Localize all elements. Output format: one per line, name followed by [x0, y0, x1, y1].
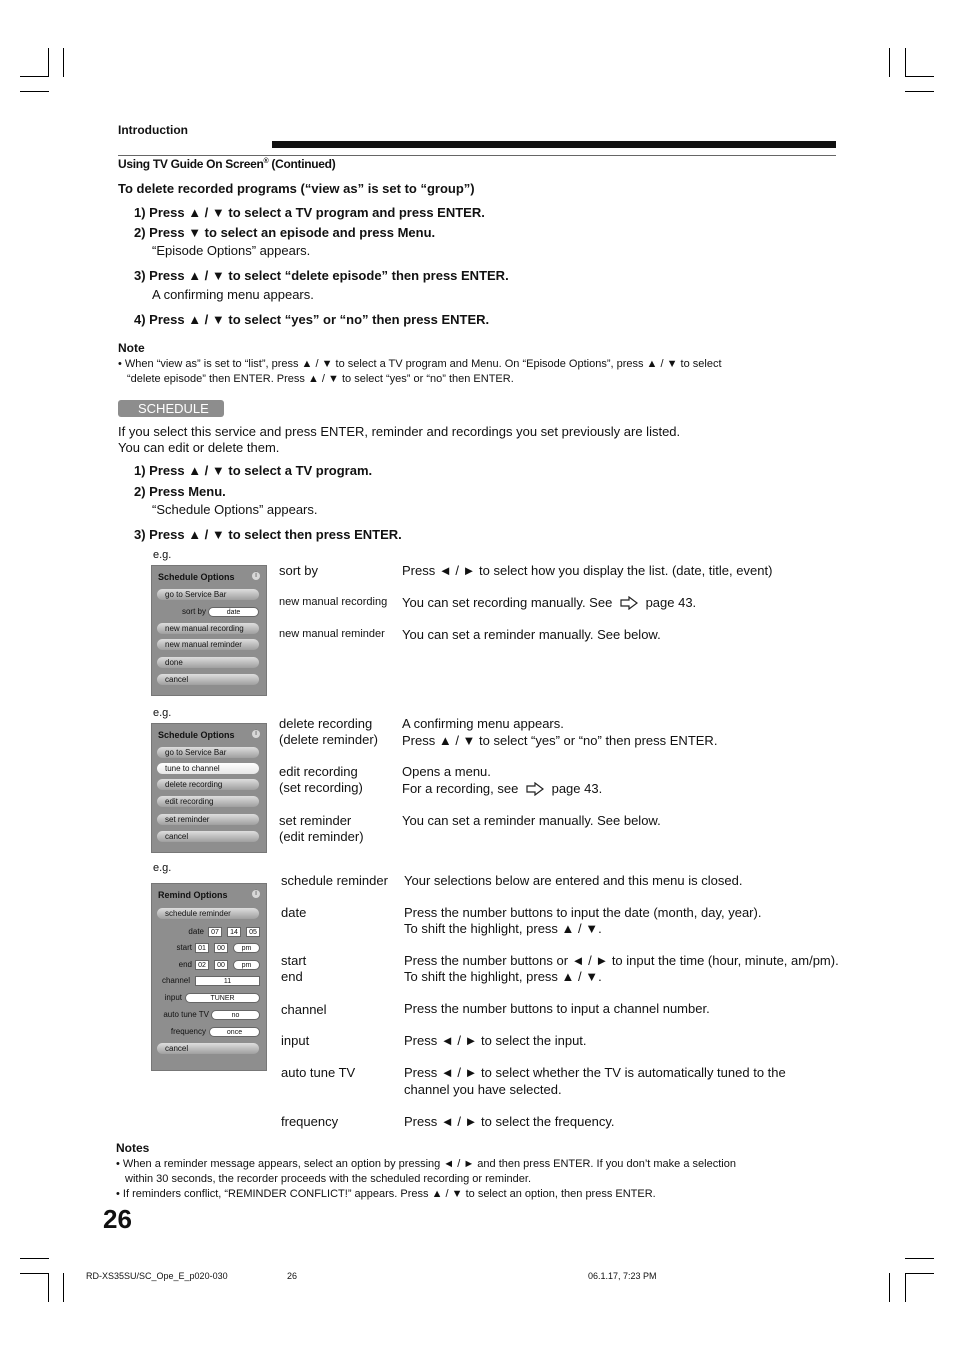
sort-by-field[interactable]: date: [208, 607, 259, 617]
crop-mark: [905, 91, 934, 92]
crop-mark: [905, 76, 934, 77]
eg-label-1: e.g.: [153, 549, 172, 561]
schedule-badge: SCHEDULE: [118, 400, 224, 417]
crop-mark: [905, 1273, 906, 1302]
notes-line-2: • If reminders conflict, “REMINDER CONFLICT!” appears. Press ▲ / ▼ to select an option, then press ENTER.: [116, 1188, 656, 1200]
date-day-field[interactable]: 14: [227, 927, 241, 937]
term-schedule-reminder: schedule reminder: [281, 873, 388, 888]
term-sort-by: sort by: [279, 563, 319, 578]
term-channel: channel: [281, 1002, 327, 1017]
notes-line-1b: within 30 seconds, the recorder proceeds with the scheduled recording or reminder.: [125, 1173, 532, 1185]
crop-mark: [905, 48, 906, 77]
menu-item-cancel[interactable]: cancel: [157, 1043, 259, 1054]
desc-input: Press ◄ / ► to select the input.: [404, 1033, 587, 1048]
desc-text: You can set recording manually. See: [402, 595, 613, 610]
menu-item-new-manual-reminder[interactable]: new manual reminder: [157, 639, 259, 650]
desc-set-reminder: You can set a reminder manually. See below.: [402, 813, 661, 828]
auto-tune-field[interactable]: no: [211, 1010, 260, 1020]
info-icon: i: [252, 890, 260, 898]
crop-mark: [20, 1258, 49, 1259]
term-frequency: frequency: [281, 1114, 339, 1129]
desc-date-2: To shift the highlight, press ▲ / ▼.: [404, 921, 602, 936]
delete-step-4: 4) Press ▲ / ▼ to select “yes” or “no” then press ENTER.: [134, 312, 490, 327]
schedule-intro-2: You can edit or delete them.: [118, 440, 280, 455]
schedule-options-screen-2: [151, 723, 267, 853]
page-number: 26: [103, 1204, 132, 1234]
crop-mark: [905, 1258, 934, 1259]
start-ampm-field[interactable]: pm: [233, 943, 260, 953]
menu-item-set-reminder[interactable]: set reminder: [157, 814, 259, 825]
schedule-step-1: 1) Press ▲ / ▼ to select a TV program.: [134, 463, 373, 478]
start-minute-field[interactable]: 00: [214, 943, 228, 953]
screen-title: Schedule Options: [158, 730, 235, 740]
term-edit-reminder: (edit reminder): [279, 829, 364, 844]
remind-options-screen: [151, 883, 267, 1071]
menu-item-go-to-service-bar[interactable]: go to Service Bar: [157, 747, 259, 758]
end-hour-field[interactable]: 02: [195, 960, 209, 970]
menu-item-schedule-reminder[interactable]: schedule reminder: [157, 908, 259, 919]
desc-frequency: Press ◄ / ► to select the frequency.: [404, 1114, 615, 1129]
note-line-1: • When “view as” is set to “list”, press ▲ / ▼ to select a TV program and Menu. On “Episode Options”, press ▲ / ▼ to select: [118, 358, 722, 370]
desc-text: For a recording, see: [402, 781, 519, 796]
input-field[interactable]: TUNER: [185, 993, 260, 1003]
page-ref: page 43.: [551, 781, 603, 796]
page-ref: page 43.: [645, 595, 697, 610]
desc-edit-1: Opens a menu.: [402, 764, 491, 779]
date-year-field[interactable]: 05: [246, 927, 260, 937]
header-rule: [272, 141, 836, 148]
footer-file: RD-XS35SU/SC_Ope_E_p020-030: [86, 1271, 228, 1281]
page-ref-arrow-icon: [526, 782, 544, 799]
crop-mark: [905, 1273, 934, 1274]
menu-item-edit-recording[interactable]: edit recording: [157, 796, 259, 807]
start-label: start: [176, 943, 192, 952]
end-ampm-field[interactable]: pm: [233, 960, 260, 970]
desc-delete-2: Press ▲ / ▼ to select “yes” or “no” then press ENTER.: [402, 733, 718, 748]
desc-delete-1: A confirming menu appears.: [402, 716, 564, 731]
eg-label-2: e.g.: [153, 707, 172, 719]
eg-label-3: e.g.: [153, 862, 172, 874]
desc-date-1: Press the number buttons to input the date (month, day, year).: [404, 905, 762, 920]
schedule-step-2: 2) Press Menu.: [134, 484, 226, 499]
delete-heading: To delete recorded programs (“view as” is set to “group”): [118, 181, 475, 196]
section-title: Introduction: [118, 123, 188, 137]
screen-title: Schedule Options: [158, 572, 235, 582]
desc-time-2: To shift the highlight, press ▲ / ▼.: [404, 969, 602, 984]
desc-auto-tune-2: channel you have selected.: [404, 1082, 562, 1097]
footer-page: 26: [287, 1271, 298, 1281]
info-icon: i: [252, 730, 260, 738]
subsection-continued: (Continued): [268, 157, 336, 171]
input-label: input: [164, 993, 182, 1002]
crop-mark: [20, 91, 49, 92]
notes-title: Notes: [116, 1141, 150, 1155]
frequency-field[interactable]: once: [209, 1027, 260, 1037]
term-new-manual-reminder: new manual reminder: [279, 628, 385, 640]
date-label: date: [188, 927, 204, 936]
term-end: end: [281, 969, 303, 984]
delete-step-3: 3) Press ▲ / ▼ to select “delete episode” then press ENTER.: [134, 268, 509, 283]
delete-step-2-sub: “Episode Options” appears.: [152, 243, 311, 258]
menu-item-delete-recording[interactable]: delete recording: [157, 779, 259, 790]
desc-auto-tune-1: Press ◄ / ► to select whether the TV is automatically tuned to the: [404, 1065, 786, 1080]
crop-mark: [48, 1273, 49, 1302]
subsection-text: Using TV Guide On Screen: [118, 157, 264, 171]
menu-item-cancel[interactable]: cancel: [157, 674, 259, 685]
term-delete-recording: delete recording: [279, 716, 373, 731]
menu-item-go-to-service-bar[interactable]: go to Service Bar: [157, 589, 259, 600]
term-delete-reminder: (delete reminder): [279, 732, 378, 747]
crop-mark: [889, 48, 890, 77]
subsection-title: [118, 157, 335, 171]
term-start: start: [281, 953, 307, 968]
menu-item-new-manual-recording[interactable]: new manual recording: [157, 623, 259, 634]
screen-title: Remind Options: [158, 890, 228, 900]
page-ref-arrow-icon: [620, 596, 638, 613]
desc-new-manual-recording: [402, 595, 696, 613]
term-set-reminder: set reminder: [279, 813, 352, 828]
menu-item-done[interactable]: done: [157, 657, 259, 668]
crop-mark: [20, 76, 49, 77]
date-month-field[interactable]: 07: [208, 927, 222, 937]
frequency-label: frequency: [170, 1027, 206, 1036]
registered-mark: ®: [263, 158, 269, 165]
note-title: Note: [118, 341, 145, 355]
term-date: date: [281, 905, 307, 920]
term-set-recording: (set recording): [279, 780, 363, 795]
channel-field[interactable]: 11: [195, 976, 260, 986]
crop-mark: [20, 1273, 49, 1274]
menu-item-tune-to-channel[interactable]: tune to channel: [157, 763, 259, 774]
crop-mark: [889, 1273, 890, 1302]
term-new-manual-recording: new manual recording: [279, 596, 388, 608]
desc-edit-2: [402, 781, 602, 799]
footer-timestamp: 06.1.17, 7:23 PM: [588, 1271, 657, 1281]
info-icon: i: [252, 572, 260, 580]
schedule-step-2-sub: “Schedule Options” appears.: [152, 502, 318, 517]
end-minute-field[interactable]: 00: [214, 960, 228, 970]
schedule-intro-1: If you select this service and press ENTER, reminder and recordings you set previously are listed.: [118, 424, 681, 439]
crop-mark: [63, 48, 64, 77]
crop-mark: [63, 1273, 64, 1302]
schedule-step-3: 3) Press ▲ / ▼ to select then press ENTER.: [134, 527, 402, 542]
delete-step-1: 1) Press ▲ / ▼ to select a TV program and press ENTER.: [134, 205, 485, 220]
sort-by-label: sort by: [181, 607, 206, 616]
subsection-rule: [118, 155, 836, 156]
term-auto-tune: auto tune TV: [281, 1065, 356, 1080]
note-line-2: “delete episode” then ENTER. Press ▲ / ▼ to select “yes” or “no” then ENTER.: [127, 373, 514, 385]
term-input: input: [281, 1033, 310, 1048]
desc-new-manual-reminder: You can set a reminder manually. See below.: [402, 627, 661, 642]
start-hour-field[interactable]: 01: [195, 943, 209, 953]
notes-line-1a: • When a reminder message appears, select an option by pressing ◄ / ► and then press ENTER. If you don’t make a selection: [116, 1158, 736, 1170]
desc-channel: Press the number buttons to input a channel number.: [404, 1001, 710, 1016]
channel-label: channel: [161, 976, 190, 985]
desc-schedule-reminder: Your selections below are entered and this menu is closed.: [404, 873, 743, 888]
menu-item-cancel[interactable]: cancel: [157, 831, 259, 842]
delete-step-2: 2) Press ▼ to select an episode and press Menu.: [134, 225, 436, 240]
end-label: end: [178, 960, 192, 969]
delete-step-3-sub: A confirming menu appears.: [152, 287, 314, 302]
auto-tune-label: auto tune TV: [163, 1010, 209, 1019]
term-edit-recording: edit recording: [279, 764, 358, 779]
crop-mark: [48, 48, 49, 77]
desc-sort-by: Press ◄ / ► to select how you display the list. (date, title, event): [402, 563, 773, 578]
schedule-options-screen-1: [151, 565, 267, 696]
desc-time-1: Press the number buttons or ◄ / ► to input the time (hour, minute, am/pm).: [404, 953, 839, 968]
